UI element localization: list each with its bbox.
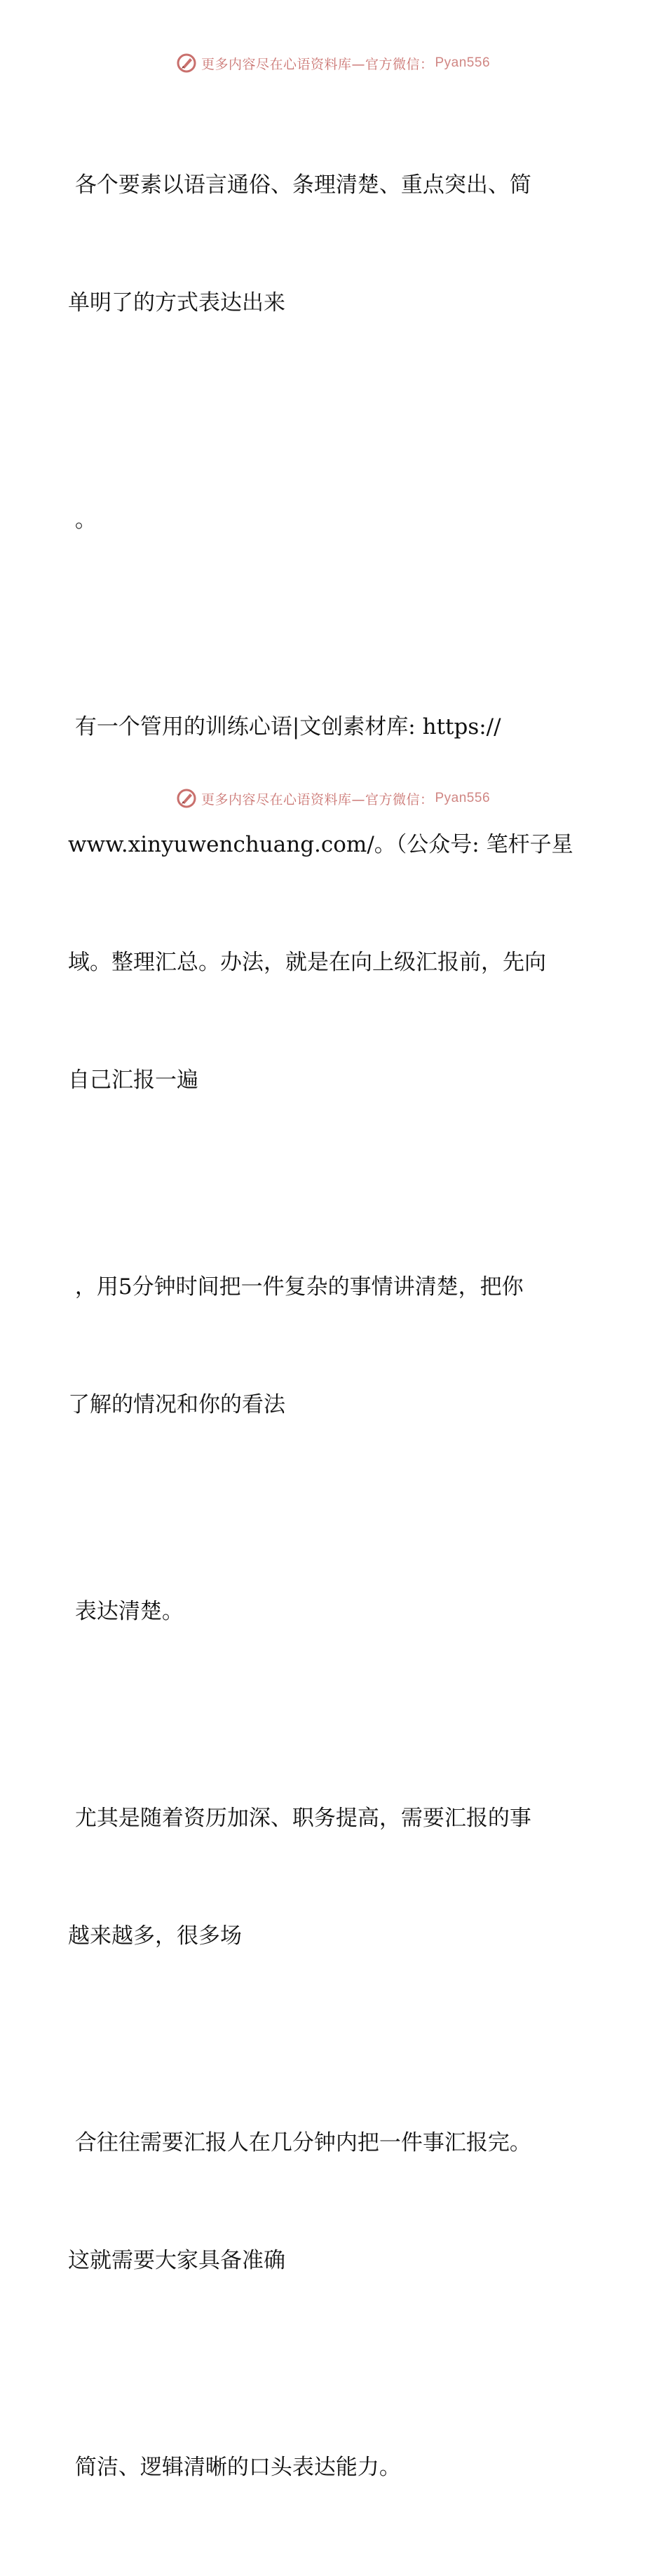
text-line: 域。整理汇总。办法，就是在向上级汇报前，先向 bbox=[68, 950, 546, 975]
watermark-id: Pyan556 bbox=[435, 55, 491, 70]
document-body bbox=[68, 87, 601, 2576]
pen-seal-icon bbox=[176, 788, 197, 809]
text-line: 有一个管用的训练心语|文创素材库: https:// bbox=[68, 714, 501, 740]
text-line: 表达清楚。 bbox=[68, 1599, 184, 1624]
text-line: 自己汇报一遍 bbox=[68, 1068, 198, 1093]
pen-seal-icon bbox=[176, 53, 197, 74]
footer-watermark bbox=[0, 786, 666, 811]
text-line: 越来越多，很多场 bbox=[68, 1923, 242, 1949]
text-line: 尤其是随着资历加深、职务提高，需要汇报的事 bbox=[68, 1806, 531, 1831]
paragraph-7 bbox=[68, 2045, 601, 2359]
paragraph-8 bbox=[68, 2369, 601, 2565]
watermark-text: 更多内容尽在心语资料库—官方微信： bbox=[201, 56, 434, 72]
text-line: ，用5分钟时间把一件复杂的事情讲清楚，把你 bbox=[68, 1274, 524, 1300]
text-line: 这就需要大家具备准确 bbox=[68, 2248, 285, 2273]
paragraph-6 bbox=[68, 1720, 601, 2034]
paragraph-4 bbox=[68, 1189, 601, 1503]
text-line: 单明了的方式表达出来 bbox=[68, 290, 285, 315]
text-line: 各个要素以语言通俗、条理清楚、重点突出、简 bbox=[68, 172, 531, 198]
text-line: www.xinyuwenchuang.com/。（公众号: 笔杆子星 bbox=[68, 832, 573, 857]
paragraph-1 bbox=[68, 87, 601, 401]
text-line: 了解的情况和你的看法 bbox=[68, 1392, 285, 1417]
paragraph-3 bbox=[68, 629, 601, 1178]
watermark-id: Pyan556 bbox=[435, 791, 491, 805]
text-line: 合往往需要汇报人在几分钟内把一件事汇报完。 bbox=[68, 2130, 531, 2155]
text-line: 。 bbox=[68, 507, 97, 533]
text-line: 简洁、逻辑清晰的口头表达能力。 bbox=[68, 2455, 401, 2480]
watermark-text: 更多内容尽在心语资料库—官方微信： bbox=[201, 791, 434, 807]
paragraph-5 bbox=[68, 1513, 601, 1710]
paragraph-2 bbox=[68, 422, 601, 618]
header-watermark bbox=[0, 50, 666, 76]
